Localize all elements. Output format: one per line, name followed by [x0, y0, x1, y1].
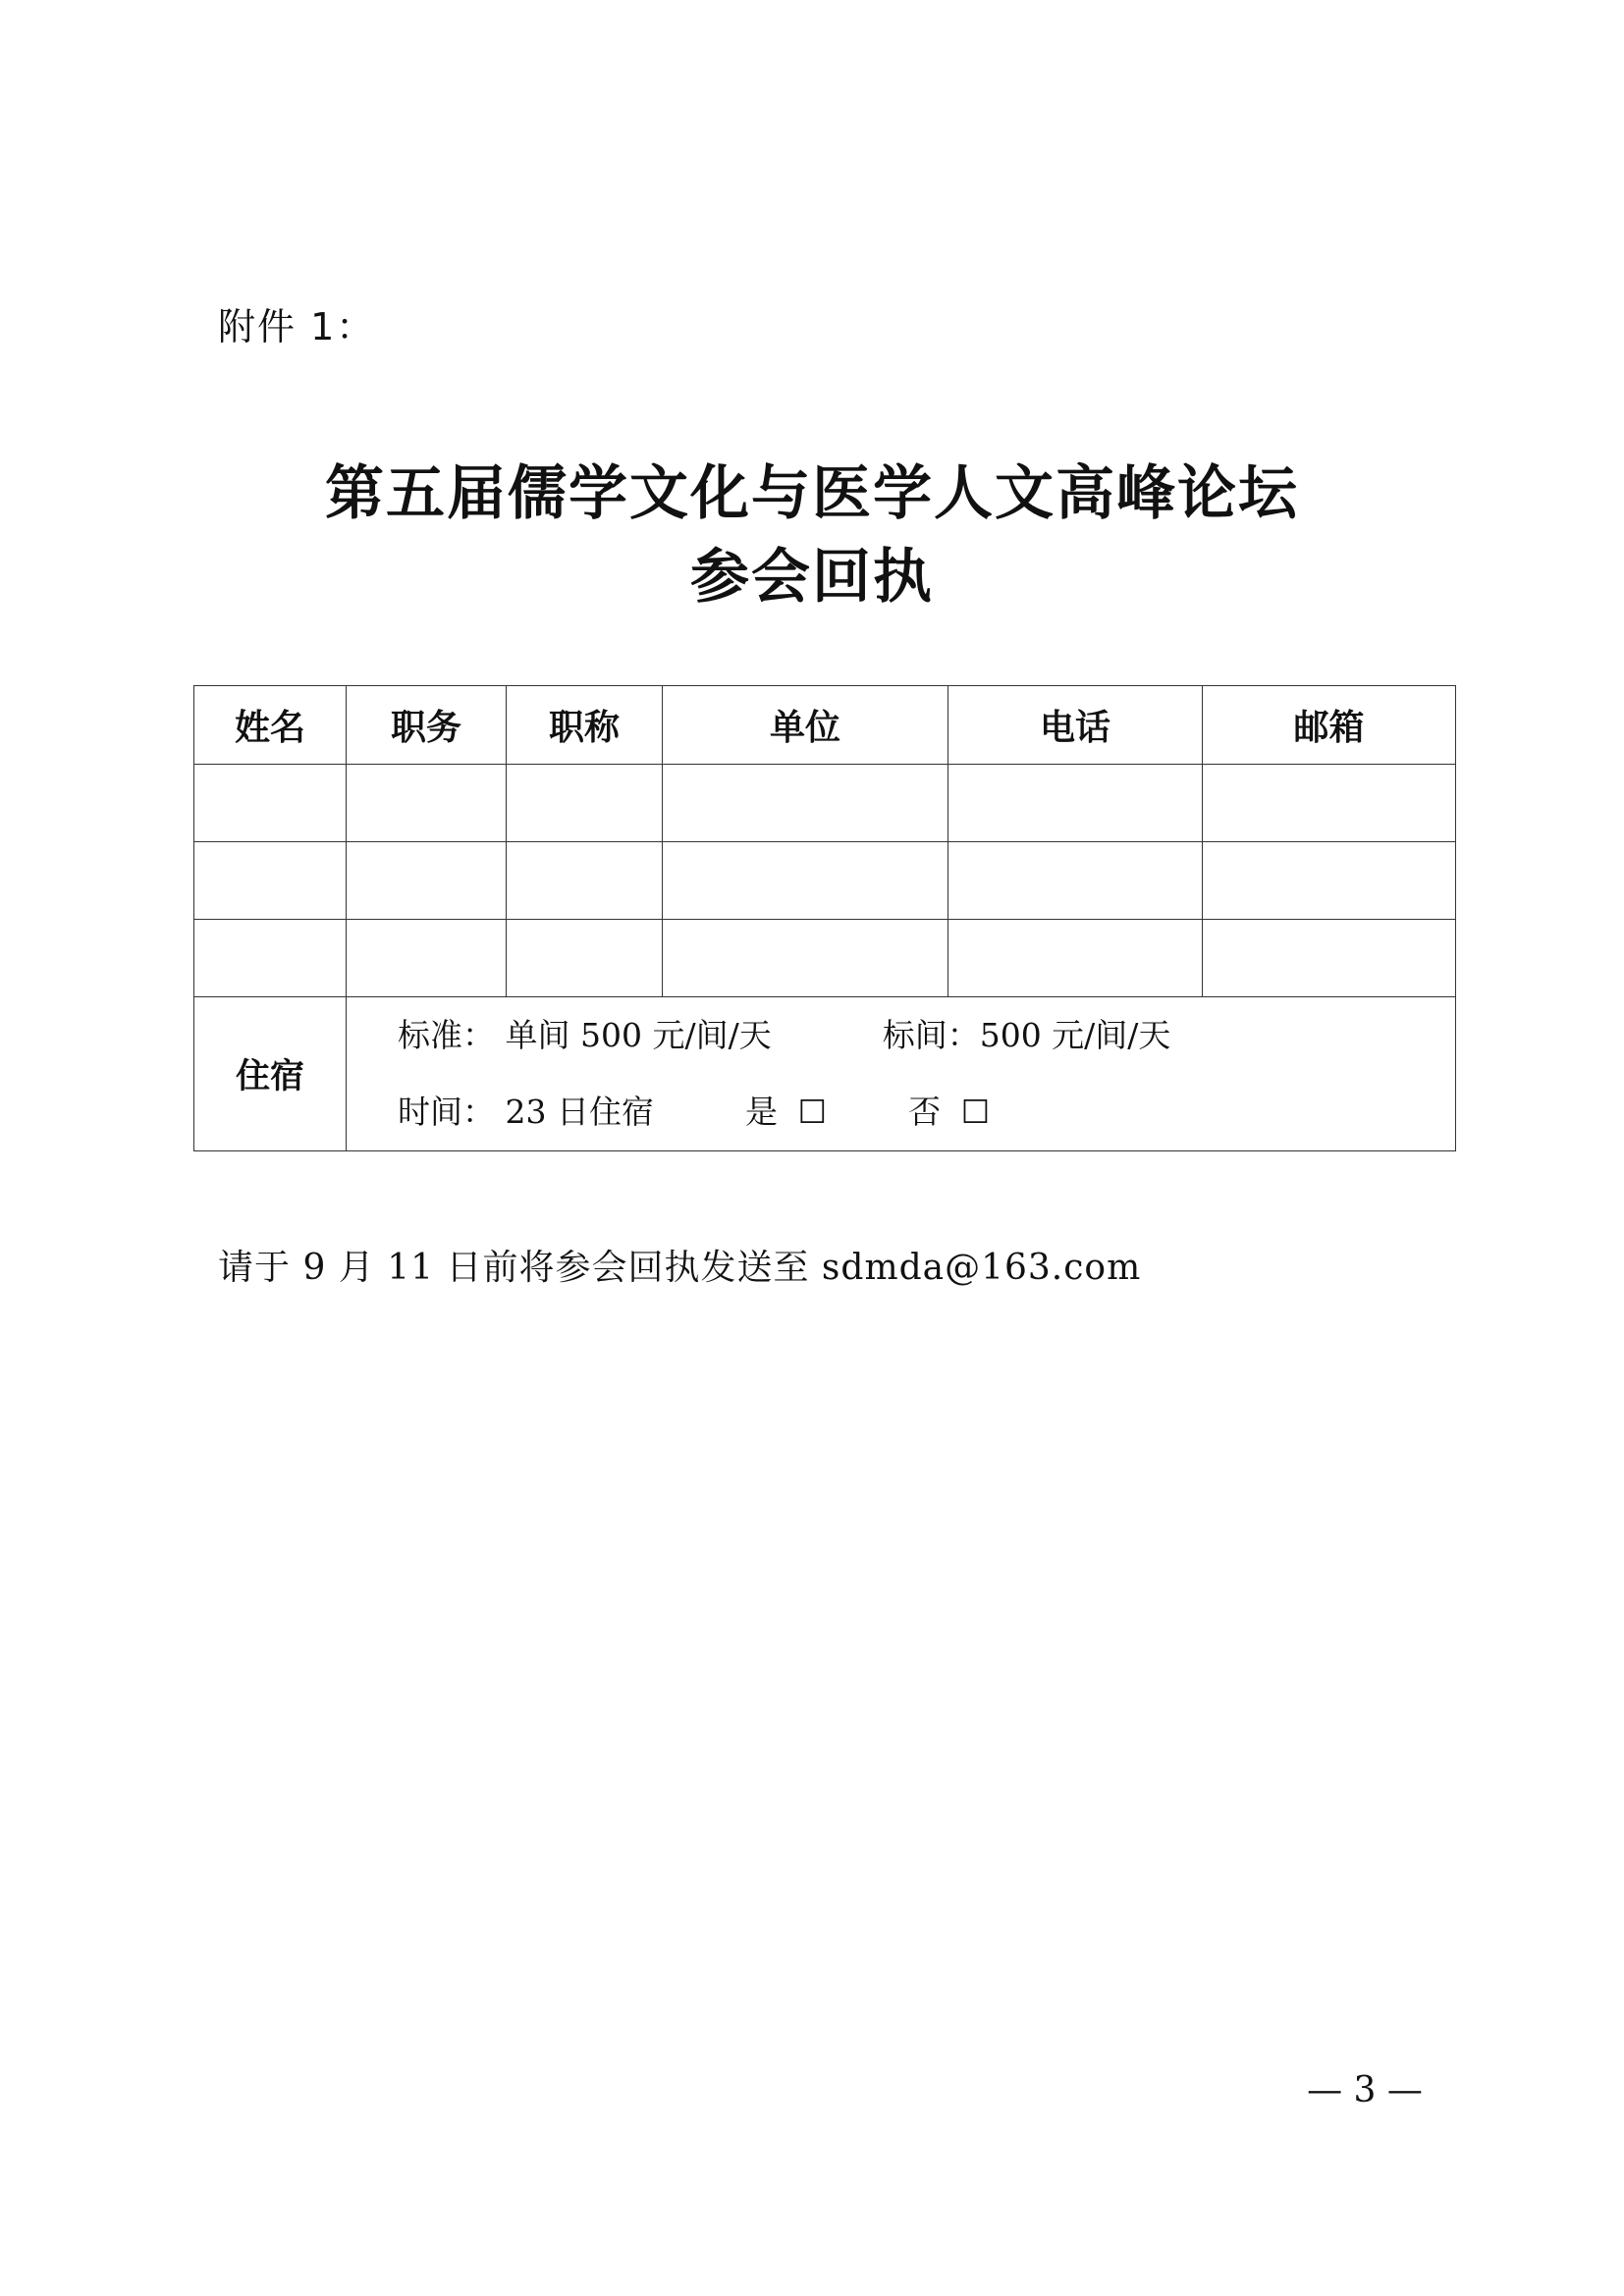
cell-phone[interactable] — [948, 920, 1203, 997]
cell-title[interactable] — [507, 920, 663, 997]
lodging-double-room-price: 标间：500 元/间/天 — [882, 1016, 1171, 1054]
header-name: 姓名 — [194, 686, 347, 765]
lodging-row — [194, 997, 1456, 1151]
page-number: — 3 — — [1307, 2070, 1423, 2110]
attachment-label: 附件 1： — [218, 305, 376, 348]
lodging-price-line — [398, 997, 1455, 1074]
lodging-yes-label: 是 — [744, 1093, 778, 1131]
lodging-time-label: 时间： — [398, 1093, 495, 1131]
table-row — [194, 765, 1456, 842]
cell-position[interactable] — [347, 842, 507, 920]
cell-name[interactable] — [194, 765, 347, 842]
table-row — [194, 842, 1456, 920]
submission-note: 请于 9 月 11 日前将参会回执发送至 sdmda@163.com — [218, 1248, 1142, 1288]
cell-position[interactable] — [347, 765, 507, 842]
lodging-standard-label: 标准： — [398, 1016, 495, 1054]
cell-phone[interactable] — [948, 842, 1203, 920]
header-title: 职称 — [507, 686, 663, 765]
cell-name[interactable] — [194, 920, 347, 997]
document-subtitle: 参会回执 — [690, 543, 934, 612]
table-header-row — [194, 686, 1456, 765]
cell-title[interactable] — [507, 765, 663, 842]
lodging-single-room-price: 单间 500 元/间/天 — [505, 1016, 772, 1054]
cell-position[interactable] — [347, 920, 507, 997]
cell-email[interactable] — [1203, 842, 1456, 920]
lodging-details — [347, 997, 1456, 1151]
lodging-label: 住宿 — [194, 997, 347, 1151]
cell-phone[interactable] — [948, 765, 1203, 842]
lodging-time-line — [398, 1074, 1455, 1150]
header-phone: 电话 — [948, 686, 1203, 765]
lodging-yes-checkbox[interactable]: ☐ — [797, 1093, 828, 1131]
cell-name[interactable] — [194, 842, 347, 920]
header-email: 邮箱 — [1203, 686, 1456, 765]
table-row — [194, 920, 1456, 997]
lodging-no-checkbox[interactable]: ☐ — [960, 1093, 991, 1131]
document-title: 第五届儒学文化与医学人文高峰论坛 — [325, 459, 1299, 528]
cell-email[interactable] — [1203, 920, 1456, 997]
rsvp-table — [193, 685, 1456, 1151]
cell-title[interactable] — [507, 842, 663, 920]
header-position: 职务 — [347, 686, 507, 765]
cell-email[interactable] — [1203, 765, 1456, 842]
cell-organization[interactable] — [663, 842, 948, 920]
cell-organization[interactable] — [663, 920, 948, 997]
lodging-stay-date: 23 日住宿 — [505, 1093, 654, 1131]
header-organization: 单位 — [663, 686, 948, 765]
cell-organization[interactable] — [663, 765, 948, 842]
lodging-no-label: 否 — [908, 1093, 942, 1131]
